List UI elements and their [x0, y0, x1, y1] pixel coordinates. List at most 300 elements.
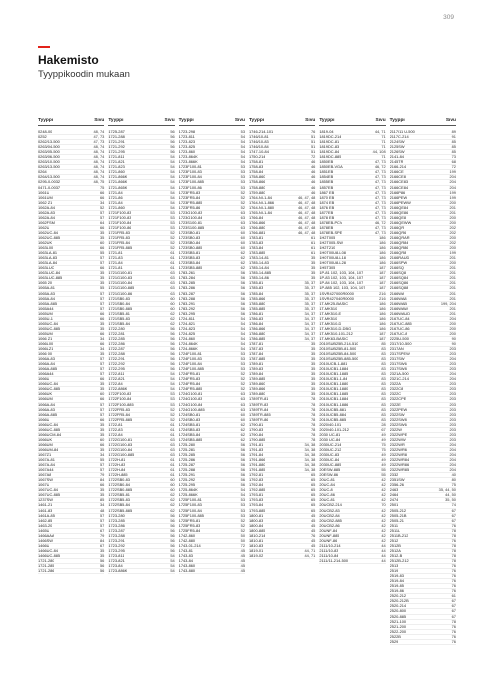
page-ref: 67	[451, 613, 456, 619]
page-ref: 60	[240, 416, 245, 422]
type-code: 1466U	[38, 543, 50, 548]
type-code: 2521-200	[389, 624, 407, 629]
page-ref: 200	[449, 320, 456, 326]
type-code: 2167UC-8	[389, 331, 408, 336]
type-code: 1810-214	[248, 533, 266, 538]
type-code: 1723SB5-81	[178, 251, 201, 256]
type-code: 2322WR6	[389, 447, 407, 452]
page-ref: 46	[310, 174, 316, 180]
page-ref: 57	[100, 300, 105, 306]
index-column	[38, 118, 104, 666]
type-code: 1063LA-84	[38, 261, 58, 266]
page-ref: 42	[381, 507, 386, 513]
type-code: 1723FR5-86	[178, 205, 201, 210]
type-code: 1725-287	[178, 463, 196, 468]
page-ref: 34, 37	[304, 315, 316, 321]
type-code: 1724FR5-81	[178, 372, 201, 377]
page-ref: 47, 73	[374, 194, 386, 200]
page-ref: 56	[100, 563, 105, 569]
page-ref: 60	[170, 477, 175, 483]
page-ref: 201	[449, 295, 456, 301]
type-code: 1758-880	[248, 185, 266, 190]
page-ref: 49	[381, 436, 386, 442]
page-ref: 79	[100, 532, 105, 538]
index-row	[319, 559, 385, 564]
type-code: 2519-84	[389, 579, 404, 584]
page-ref: 53	[240, 184, 245, 190]
header-type: Tyyppi	[248, 118, 265, 123]
page-ref: 51	[310, 144, 316, 150]
type-code: 2322SW6	[389, 422, 407, 427]
type-code: 1721-292	[108, 145, 125, 150]
type-code: 2010SUB25B-84-500	[319, 352, 357, 357]
type-code: 1065A44	[38, 306, 54, 311]
page-ref: 63	[240, 219, 245, 225]
type-code: 1759-880	[248, 190, 266, 195]
page-ref: 53	[170, 396, 175, 402]
type-code: 2520-214	[389, 604, 407, 609]
page-ref: 54	[240, 335, 245, 341]
page-ref: 56	[170, 335, 175, 341]
page-ref: 83	[381, 411, 386, 417]
type-code: 1722-886K	[108, 387, 128, 392]
page-ref: 62	[170, 310, 175, 316]
type-code: 1T-MK510	[319, 316, 338, 321]
page-ref: 57	[100, 512, 105, 518]
page-ref: 34, 38	[304, 462, 316, 468]
page-ref: 56	[240, 457, 245, 463]
type-code: 0264	[38, 170, 47, 175]
page-ref: 52	[170, 411, 175, 417]
page-ref: 61	[170, 426, 175, 432]
page-ref: 54	[170, 204, 175, 210]
type-code: 1067UC-885	[38, 493, 61, 498]
type-code: 1766-881	[248, 230, 266, 235]
type-code: 1721F100-84	[108, 220, 132, 225]
page-ref: 57	[100, 255, 105, 261]
type-code: 1722SB5-83	[108, 498, 130, 503]
type-code: 1725F100-885	[178, 513, 204, 518]
page-ref: 85	[451, 149, 456, 155]
page-ref: 203	[449, 406, 456, 412]
type-code: 1721FR5-885	[108, 246, 133, 251]
page-ref: 199	[449, 189, 456, 195]
type-code: 1724-864K	[178, 341, 198, 346]
page-ref: 90	[451, 335, 456, 341]
type-code: 1793-83	[248, 498, 264, 503]
page-ref: 64	[100, 219, 105, 225]
page-ref: 63	[170, 436, 175, 442]
page-ref: 34, 37	[304, 330, 316, 336]
page-ref: 54	[170, 199, 175, 205]
type-code: 1724F100-885	[178, 367, 204, 372]
page-ref: 35	[310, 371, 316, 377]
page-ref: 53	[240, 169, 245, 175]
page-ref: 52	[100, 204, 105, 210]
page-ref: 83	[381, 381, 386, 387]
page-ref: 56	[170, 537, 175, 543]
page-ref: 78	[310, 411, 316, 417]
page-ref: 53	[240, 174, 245, 180]
type-code: 1723-286	[108, 523, 125, 528]
page-ref: 52	[170, 416, 175, 422]
type-code: 1764-NI-1-866	[248, 200, 275, 205]
type-code: 1724-825	[178, 331, 196, 336]
page-ref: 78	[451, 527, 456, 533]
type-code: 1786-880	[248, 331, 266, 336]
page-ref: 204	[449, 441, 456, 447]
type-code: 1722G100-84	[108, 447, 133, 452]
type-code: 2010SUB25B-885-500	[319, 357, 359, 362]
type-code: 2166PEWW	[389, 200, 411, 205]
type-code: 1722F100-84	[108, 397, 132, 402]
type-code: 2356-26	[389, 483, 404, 488]
type-code: 2166QE84	[389, 205, 409, 210]
type-code: 1791-885	[248, 468, 266, 473]
page-ref: 71	[381, 139, 386, 145]
page-ref: 54	[170, 557, 175, 563]
page-subtitle: Tyyppikoodin mukaan	[38, 69, 130, 80]
page-ref: 60	[170, 482, 175, 488]
page-ref: 45	[310, 527, 316, 533]
type-code: 1789TR-83	[248, 402, 269, 407]
page-ref: 35	[100, 229, 105, 235]
type-code: 2167UC-84	[389, 316, 410, 321]
type-code: 2145TR	[389, 160, 404, 165]
type-code: 1P-84 102, 103, 104, 107	[319, 281, 364, 286]
page-ref: 60	[170, 300, 175, 306]
page-ref: 54	[240, 154, 245, 160]
type-code: 2464	[389, 493, 399, 498]
page-ref: 54	[170, 371, 175, 377]
page-ref: 76	[451, 573, 456, 579]
type-code: 1723-821	[108, 558, 125, 563]
type-code: 1785-14-86	[248, 276, 269, 281]
type-code: 1062U	[38, 225, 50, 230]
page-ref: 202	[449, 229, 456, 235]
page-ref: 40	[451, 472, 456, 478]
page-ref: 57	[100, 209, 105, 215]
page-ref: 44, 71	[304, 547, 316, 553]
page-ref: 61	[310, 245, 316, 251]
page-ref: 53	[240, 361, 245, 367]
index-row	[38, 569, 104, 574]
page-ref: 50	[240, 532, 245, 538]
page-ref: 35	[100, 547, 105, 553]
page-ref: 57	[100, 411, 105, 417]
page-ref: 57	[100, 467, 105, 473]
page-ref: 204	[449, 174, 456, 180]
page-ref: 45	[240, 557, 245, 563]
page-ref: 47, 73	[374, 214, 386, 220]
type-code: 1067SW	[38, 478, 53, 483]
type-code: 2322A	[389, 382, 401, 387]
page-ref: 66	[100, 224, 105, 230]
page-ref: 35	[100, 275, 105, 281]
type-code: 1462-85	[38, 518, 53, 523]
type-code: 2519-85	[389, 584, 404, 589]
page-ref: 35	[310, 270, 316, 276]
page-ref: 53	[170, 219, 175, 225]
page-ref: 34, 37	[304, 335, 316, 341]
type-code: 1723SB5-84	[178, 261, 201, 266]
page-ref: 78	[310, 396, 316, 402]
page-ref: 65	[310, 477, 316, 483]
page-ref: 56	[240, 467, 245, 473]
page-ref: 42	[381, 492, 386, 498]
type-code: 1723SB5-885	[178, 266, 203, 271]
page-ref: 54	[170, 563, 175, 569]
page-ref: 60	[240, 240, 245, 246]
page-ref: 35	[310, 391, 316, 397]
page-ref: 35, 44, 50	[438, 487, 456, 493]
type-code: 1724-821	[178, 321, 196, 326]
page-ref: 52	[240, 189, 245, 195]
page-ref: 45	[310, 512, 316, 518]
type-code: 1877EB	[319, 210, 334, 215]
type-code: 2511L	[389, 528, 401, 533]
type-code: 1721-288	[108, 135, 125, 140]
type-code: 2519-83	[389, 574, 404, 579]
type-code: 1723-288	[108, 533, 125, 538]
type-code: 2010UCB-1-881	[319, 362, 348, 367]
page-ref: 44, 50	[445, 492, 456, 498]
type-code: 1789-880	[248, 392, 266, 397]
type-code: 1724SB0-81	[178, 412, 201, 417]
type-code: 20UNF-84	[319, 528, 338, 533]
type-code: 0263/13-500	[38, 165, 60, 170]
type-code: 2166QR	[389, 225, 405, 230]
type-code: 1065UM	[38, 311, 53, 316]
page-ref: 48, 74	[93, 144, 105, 150]
type-code: 1725F100-81	[178, 498, 202, 503]
page-ref: 83	[381, 371, 386, 377]
type-code: 1764-NI-1-84	[248, 195, 272, 200]
page-ref: 34	[100, 335, 105, 341]
type-code: 1725-866K	[178, 493, 198, 498]
page-ref: 56	[170, 512, 175, 518]
header-type: Tyyppi	[38, 118, 54, 123]
page-ref: 62	[240, 255, 245, 261]
page-ref: 34, 38	[304, 446, 316, 452]
page-ref: 204	[449, 467, 456, 473]
type-code: 1461-21	[38, 503, 53, 508]
type-code: 1722-287	[108, 347, 125, 352]
page-ref: 52	[240, 376, 245, 382]
page-ref: 62	[240, 421, 245, 427]
type-code: 1721-823	[108, 165, 125, 170]
page-ref: 76	[451, 623, 456, 629]
type-code: 1787-84	[248, 352, 264, 357]
page-ref: 84	[100, 537, 105, 543]
type-code: 20UNF-86	[319, 538, 338, 543]
page-ref: 65	[310, 482, 316, 488]
type-code: 1783-81	[248, 235, 264, 240]
type-code: 2010UCB1-1885	[319, 392, 349, 397]
type-code: 2501	[389, 503, 399, 508]
type-code: 1721-291	[108, 140, 125, 145]
type-code: 1764-NI-1-880	[248, 205, 275, 210]
type-code: 1790-885	[248, 437, 266, 442]
page-ref: 62	[170, 502, 175, 508]
page-ref: 186	[379, 234, 386, 240]
page-ref: 201	[449, 280, 456, 286]
type-code: 2166SQ8	[389, 271, 407, 276]
page-ref: 60	[240, 245, 245, 251]
page-ref: 62	[170, 497, 175, 503]
type-code: 1810-83	[248, 543, 264, 548]
page-ref: 61	[170, 457, 175, 463]
page-ref: 46, 47, 48	[298, 224, 316, 230]
type-code: 1725-280	[178, 442, 196, 447]
type-code: 1800-83	[248, 518, 264, 523]
type-code: 2111/10-84	[319, 553, 339, 558]
page-ref: 49	[381, 452, 386, 457]
type-code: 1066UCM-84	[38, 432, 62, 437]
type-code: 1785-14-84	[248, 266, 269, 271]
type-code: 1H0T00U8-L18	[319, 256, 346, 261]
type-code: 2511	[389, 523, 399, 528]
page-ref: 61	[310, 234, 316, 240]
type-code: 20UCB2-83	[319, 508, 340, 513]
page-ref: 34, 38	[304, 441, 316, 447]
type-code: 1721-866K	[108, 180, 128, 185]
type-code: 1722SB5-885	[108, 508, 133, 513]
type-code: 1750-214	[248, 155, 266, 160]
page-ref: 75	[381, 446, 386, 452]
page-ref: 35	[310, 255, 316, 261]
type-code: 1065UM	[38, 331, 53, 336]
index-column	[179, 118, 245, 666]
page-ref: 54	[170, 154, 175, 160]
page-ref: 201	[449, 305, 456, 311]
type-code: 1791-866	[248, 458, 266, 463]
type-code: 1785-81	[248, 281, 264, 286]
type-code: 20UC-81	[319, 498, 335, 503]
page-ref: 61	[170, 260, 175, 266]
type-code: 1851EB	[319, 170, 334, 175]
page-ref: 35	[310, 356, 316, 362]
type-code: 1723S100-81	[178, 220, 203, 225]
index-column	[108, 118, 174, 666]
type-code: 2030UC-83	[319, 453, 340, 457]
page-ref: 44, 108	[372, 149, 386, 155]
type-code: 1724-823	[178, 326, 196, 331]
page-ref: 78	[310, 426, 316, 432]
page-ref: 54	[240, 330, 245, 336]
page-ref: 48, 74	[93, 129, 105, 134]
type-code: 2321C-214	[389, 377, 409, 382]
page-ref: 53	[240, 129, 245, 134]
type-code: 1746/10-81	[248, 135, 269, 140]
type-code: 2505-212	[389, 508, 407, 513]
type-code: 2010UCB5-884	[319, 412, 347, 417]
type-code: 1722-286	[108, 341, 125, 346]
page-ref: 85	[100, 497, 105, 503]
page-ref: 90	[451, 340, 456, 346]
page-ref: 62	[240, 250, 245, 256]
page-ref: 57	[100, 517, 105, 523]
type-code: 1786-885	[248, 336, 266, 341]
page-ref: 56	[170, 346, 175, 352]
page-ref: 200	[449, 330, 456, 336]
page-ref: 54	[170, 194, 175, 200]
page-ref: 66	[100, 189, 105, 195]
page-ref: 53	[240, 356, 245, 362]
type-code: 2166QR84	[389, 241, 409, 246]
page-ref: 61	[170, 472, 175, 478]
page-ref: 76	[451, 583, 456, 589]
page-ref: 34, 38	[304, 467, 316, 473]
page-ref: 60	[170, 295, 175, 301]
type-code: 2166WAUD	[389, 311, 411, 316]
type-code: 1066UM	[38, 442, 53, 447]
page-ref: 54	[170, 174, 175, 180]
page-ref: 56	[100, 568, 105, 574]
page-ref: 60	[170, 305, 175, 311]
page-ref: 35, 50	[445, 497, 456, 503]
type-code: 1725-285	[178, 453, 196, 457]
page-ref: 56	[240, 482, 245, 488]
page-ref: 56	[240, 275, 245, 281]
page-ref: 56	[240, 280, 245, 286]
type-code: 1067A8	[38, 473, 52, 478]
page-ref: 54	[170, 179, 175, 185]
page-ref: 200	[449, 325, 456, 331]
page-ref: 60	[100, 240, 105, 246]
page-ref: 62	[240, 426, 245, 432]
type-code: 1H0T00U8-L28	[319, 261, 346, 266]
index-table	[38, 118, 456, 666]
page-ref: 199, 204	[440, 300, 456, 306]
page-ref: 35	[310, 275, 316, 281]
type-code: 2512-B	[389, 553, 403, 558]
page-ref: 48, 74	[93, 174, 105, 180]
type-code: 1T-MK510-101-212	[319, 331, 353, 336]
type-code: 1743-01-214	[178, 543, 201, 548]
page-ref: 78	[451, 552, 456, 558]
page-ref: 45	[310, 537, 316, 543]
page-ref: 63	[240, 396, 245, 402]
page-ref: 63	[170, 280, 175, 286]
type-code: 1878EB-SPE	[319, 230, 343, 235]
page-ref: 34	[100, 452, 105, 457]
page-ref: 186	[379, 245, 386, 251]
type-code: 0263/05-500	[38, 150, 60, 155]
type-code: 1722FR5-83	[108, 407, 130, 412]
page-ref: 52	[240, 517, 245, 523]
type-code: 1783-284	[178, 276, 196, 281]
type-code: 1783-292	[178, 306, 196, 311]
type-code: 2030UC-885	[319, 463, 342, 468]
page-ref: 42	[381, 482, 386, 488]
type-code: 2111/11-214-500	[319, 558, 349, 563]
page-ref: 61	[310, 250, 316, 256]
type-code: 2166QR8	[389, 251, 407, 256]
page-ref: 186	[379, 310, 386, 316]
page-ref: 54	[170, 552, 175, 558]
page-ref: 35	[100, 426, 105, 432]
page-ref: 52	[170, 234, 175, 240]
type-code: 2167UC-885	[389, 321, 412, 326]
page-ref: 63	[240, 224, 245, 230]
type-code: 1722F100-885	[108, 402, 134, 407]
page-ref: 46, 47, 48	[298, 204, 316, 210]
page-ref: 54	[240, 320, 245, 326]
page-ref: 46, 47, 48	[298, 209, 316, 215]
type-code: 2322CPE	[389, 397, 407, 402]
type-code: 1061U	[38, 190, 50, 195]
